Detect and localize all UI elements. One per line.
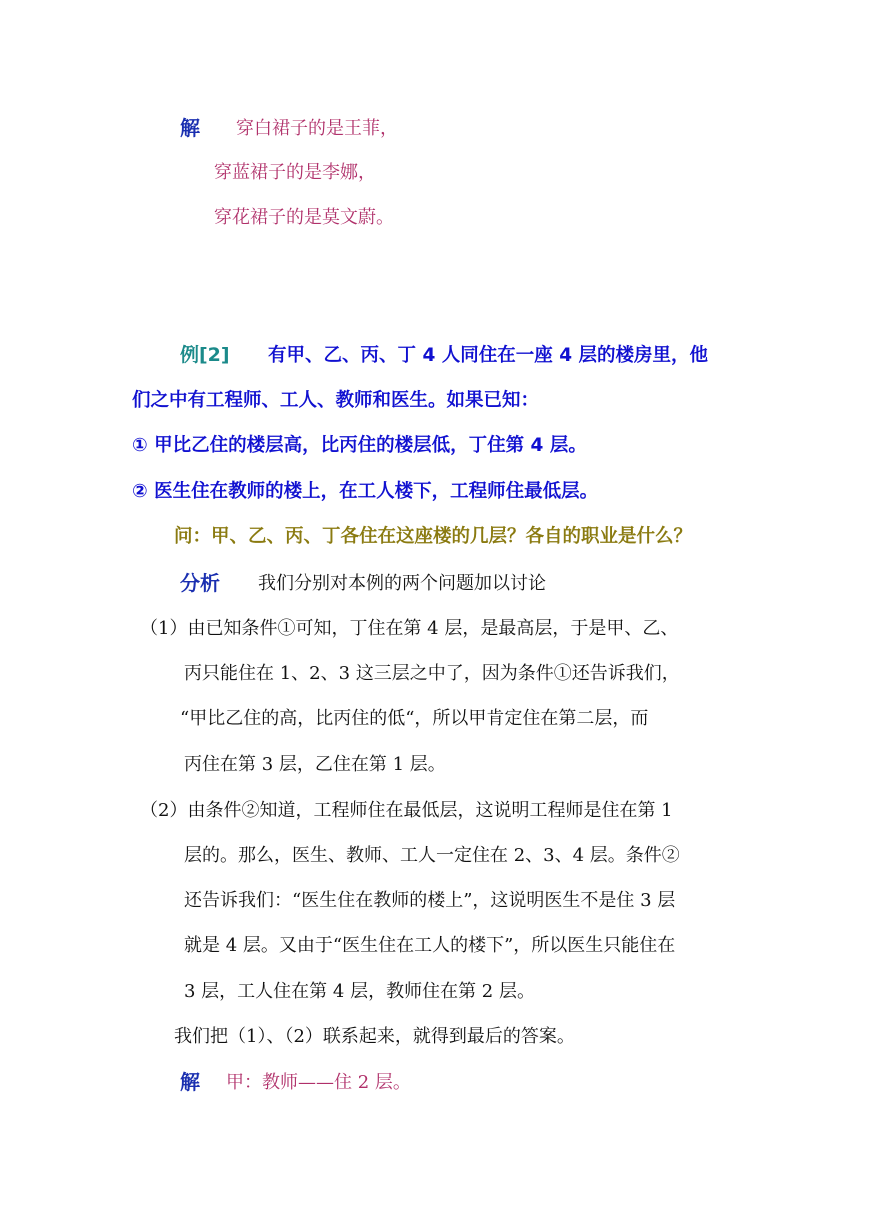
solution-line: 穿白裙子的是王菲，	[236, 118, 398, 139]
analysis-paragraph-line: 还告诉我们：“医生住在教师的楼上”，这说明医生不是住 3 层	[184, 890, 676, 911]
analysis-paragraph-line: 就是 4 层。又由于“医生住在工人的楼下”，所以医生只能住在	[184, 935, 676, 956]
answer-text: 甲：教师——住 2 层。	[226, 1072, 411, 1093]
analysis-paragraph-line: （1）由已知条件①可知，丁住在第 4 层，是最高层，于是甲、乙、	[140, 618, 679, 639]
analysis-label: 分析	[180, 571, 220, 595]
solution-label: 解	[180, 116, 200, 140]
solution-label: 解	[180, 1070, 200, 1094]
analysis-paragraph-line: 3 层，工人住在第 4 层，教师住在第 2 层。	[184, 981, 535, 1002]
analysis-intro: 我们分别对本例的两个问题加以讨论	[258, 573, 546, 594]
analysis-paragraph-line: 丙住在第 3 层，乙住在第 1 层。	[184, 754, 446, 775]
analysis-paragraph-line: （2）由条件②知道，工程师住在最低层，这说明工程师是住在第 1	[140, 800, 673, 821]
analysis-paragraph-line: 丙只能住在 1、2、3 这三层之中了，因为条件①还告诉我们，	[184, 663, 680, 684]
condition-1: ① 甲比乙住的楼层高，比丙住的楼层低，丁住第 4 层。	[132, 435, 587, 456]
solution-line: 穿花裙子的是莫文蔚。	[214, 207, 394, 228]
question-text: 问：甲、乙、丙、丁各住在这座楼的几层？各自的职业是什么？	[174, 526, 693, 547]
solution-line: 穿蓝裙子的是李娜，	[214, 162, 376, 183]
analysis-paragraph-line: 层的。那么，医生、教师、工人一定住在 2、3、4 层。条件②	[184, 845, 680, 866]
analysis-conclusion: 我们把（1）、（2）联系起来，就得到最后的答案。	[174, 1026, 575, 1047]
analysis-paragraph-line: “甲比乙住的高，比丙住的低“，所以甲肯定住在第二层，而	[180, 708, 649, 729]
condition-2: ② 医生住在教师的楼上，在工人楼下，工程师住最低层。	[132, 481, 599, 502]
example-label: 例[2]	[180, 344, 230, 366]
problem-text: 有甲、乙、丙、丁 4 人同住在一座 4 层的楼房里，他	[268, 345, 709, 366]
problem-text: 们之中有工程师、工人、教师和医生。如果已知：	[132, 390, 540, 411]
